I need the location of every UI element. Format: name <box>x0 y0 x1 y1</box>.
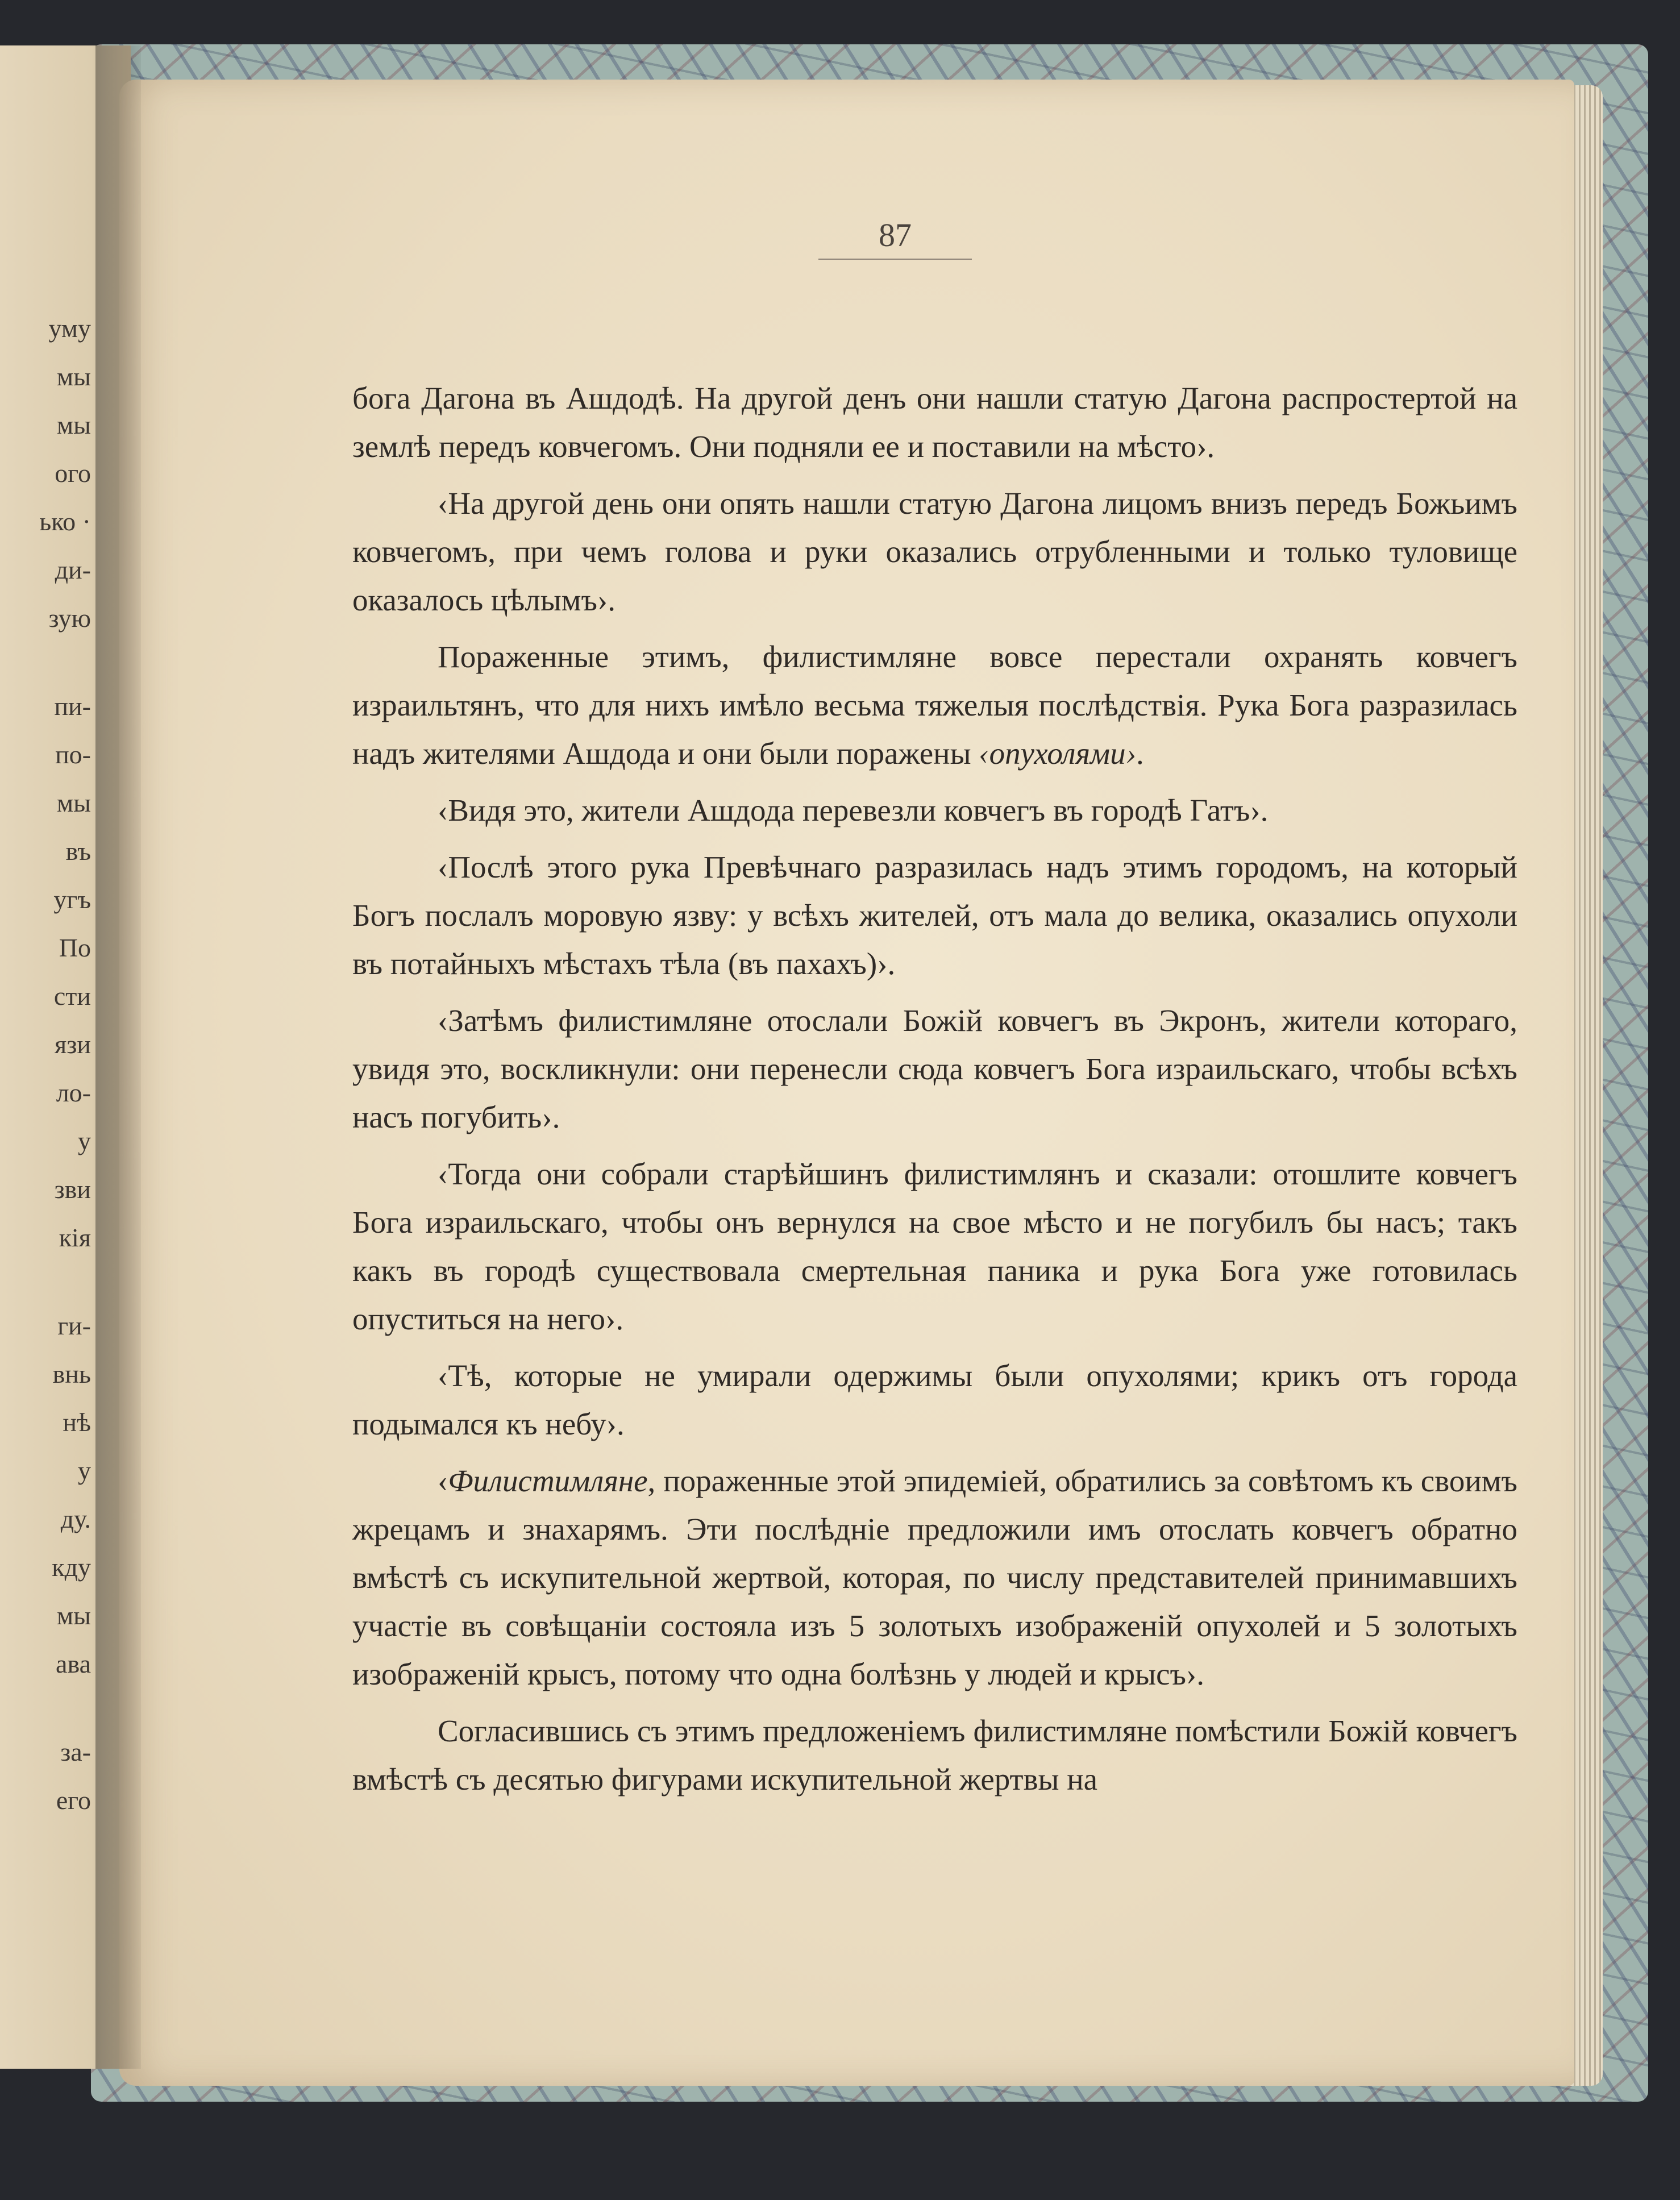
left-page-fragment: у <box>78 1126 91 1155</box>
left-page-fragment: по- <box>55 740 91 769</box>
left-page-fragment: уму <box>48 314 91 343</box>
left-page-fragment: мы <box>56 410 91 439</box>
left-page-fragment: ди- <box>55 555 91 584</box>
left-page-fragment: По <box>59 933 91 962</box>
left-page-fragment: внь <box>52 1359 91 1388</box>
left-page-fragment: кду <box>52 1553 91 1582</box>
paragraph-text: ‹На другой день они опять нашли статую Дагона лицомъ внизъ передъ Божьимъ ковчегомъ, при чемъ голова и руки оказались отрубленными и только туловище оказалось цѣлымъ›. <box>352 486 1517 617</box>
left-page-fragment: ло- <box>56 1078 91 1107</box>
left-page-fragment: зви <box>54 1175 91 1204</box>
left-page-fragment: за- <box>60 1737 91 1766</box>
paragraph-text: бога Дагона въ Ашдодѣ. На другой денъ они нашли статую Дагона распростертой на землѣ передъ ковчегомъ. Они подняли ее и поставили на мѣсто›. <box>352 381 1517 464</box>
left-page-fragment: его <box>56 1786 91 1815</box>
paragraph <box>352 479 1517 624</box>
left-page-fragment: мы <box>56 1601 91 1630</box>
paragraph <box>352 1150 1517 1343</box>
italic-text: ‹опухолями› <box>979 736 1136 771</box>
paragraph-text: ‹Послѣ этого рука Превѣчнаго разразилась надъ этимъ городомъ, на который Богъ послалъ моровую язву: у всѣхъ жителей, отъ мала до велика, оказались опухоли въ потайныхъ мѣстахъ тѣла (въ пахахъ)›. <box>352 850 1517 981</box>
page-number: 87 <box>818 216 972 260</box>
paragraph-text: Согласившись съ этимъ предложеніемъ филистимляне помѣстили Божій ковчегъ вмѣстѣ съ десятью фигурами искупительной жертвы на <box>352 1714 1517 1796</box>
left-page-fragment: ава <box>56 1649 91 1678</box>
left-page-fragment: угъ <box>53 885 91 914</box>
paragraph-text: ‹ <box>438 1463 448 1498</box>
paragraph-text: ‹Тогда они собрали старѣйшинъ филистимлянъ и сказали: отошлите ковчегъ Бога израильскаго, чтобы онъ вернулся на свое мѣсто и не погубилъ бы насъ; такъ какъ въ городѣ существовала смертельная паника и рука Бога уже готовилась опуститься на него›. <box>352 1157 1517 1336</box>
left-page-fragment: мы <box>56 788 91 817</box>
left-page-fragment: въ <box>65 837 91 866</box>
paragraph <box>352 374 1517 471</box>
left-page-fragment: кія <box>59 1223 91 1252</box>
page-body-text <box>352 374 1517 1803</box>
left-page-fragment: ги- <box>57 1311 91 1340</box>
paragraph-text: . <box>1136 736 1144 771</box>
paragraph-text: ‹Видя это, жители Ашдода перевезли ковчегъ въ городѣ Гатъ›. <box>438 793 1269 827</box>
paragraph <box>352 1707 1517 1803</box>
left-page-fragment: мы <box>56 362 91 391</box>
paragraph-text: ‹Тѣ, которые не умирали одержимы были опухолями; крикъ отъ города подымался къ небу›. <box>352 1358 1517 1441</box>
left-page-fragment: нѣ <box>63 1408 91 1437</box>
paragraph-text: , пораженные этой эпидеміей, обратились за совѣтомъ къ своимъ жрецамъ и знахарямъ. Эти послѣдніе предложили имъ отослать ковчегъ обратно вмѣстѣ съ искупительной жертвой, которая, по числу представителей принимавшихъ участіе въ совѣщаніи состояла изъ 5 золотыхъ изображеній опухолей и 5 золотыхъ изображеній крысъ, потому что одна болѣзнь у людей и крысъ›. <box>352 1463 1517 1691</box>
left-page-fragment: у <box>78 1456 91 1485</box>
left-page-text-fragments <box>0 304 91 1824</box>
paragraph <box>352 996 1517 1141</box>
left-page-fragment: ого <box>55 459 91 488</box>
left-page-fragment: пи- <box>54 692 91 721</box>
left-page-fragment: сти <box>53 982 91 1010</box>
paragraph-text: Пораженные этимъ, филистимляне вовсе перестали охранять ковчегъ израильтянъ, что для нихъ имѣло весьма тяжелыя послѣдствія. Рука Бога разразилась надъ жителями Ашдода и они были поражены <box>352 639 1517 771</box>
paragraph <box>352 1351 1517 1448</box>
book-gutter-shadow <box>95 45 141 2069</box>
paragraph-text: ‹Затѣмъ филистимляне отослали Божій ковчегъ въ Экронъ, жители котораго, увидя это, воскликнули: они перенесли сюда ковчегъ Бога израильскаго, чтобы всѣхъ насъ погубить›. <box>352 1003 1517 1134</box>
paragraph <box>352 633 1517 777</box>
left-page-fragment: ду. <box>60 1504 91 1533</box>
italic-text: Филистимляне <box>448 1463 648 1498</box>
book-page <box>119 80 1574 2086</box>
paragraph <box>352 843 1517 988</box>
left-page-fragment: зую <box>48 604 91 633</box>
left-page-fragment: ько · <box>39 507 91 536</box>
paragraph <box>352 786 1517 834</box>
paragraph <box>352 1457 1517 1698</box>
left-page-fragment: язи <box>55 1030 91 1059</box>
